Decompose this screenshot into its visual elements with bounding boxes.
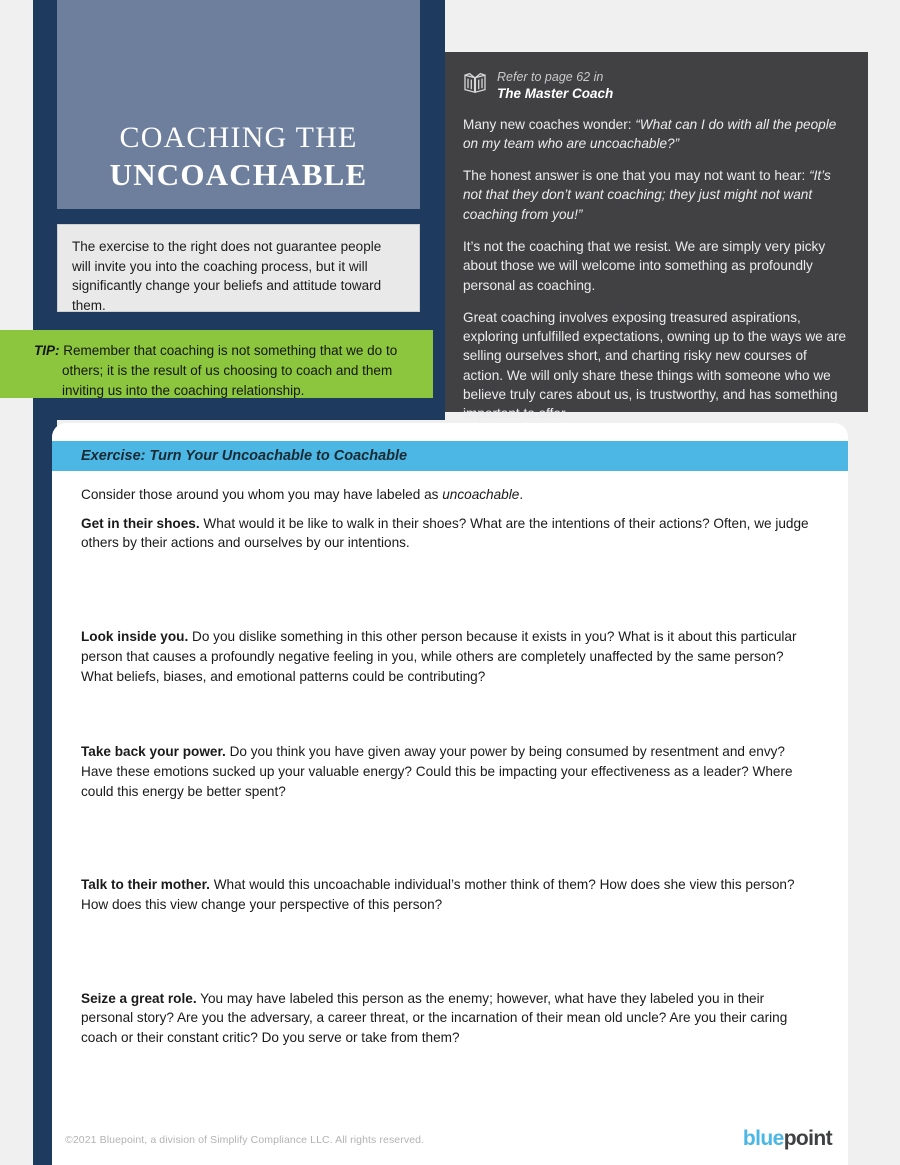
exercise-item-2-title: Look inside you. (81, 629, 189, 645)
answer-space-3[interactable] (81, 801, 814, 875)
refer-row (463, 70, 848, 103)
footer (52, 1093, 848, 1165)
exercise-item-4-text: What would this uncoachable individual’s mother think of them? How does she view this person? How does this view change your perspective of this person? (81, 877, 795, 913)
answer-space-2[interactable] (81, 686, 814, 742)
exercise-item-1-text: What would it be like to walk in their shoes? What are the intentions of their actions? Often, we judge others by their actions and ourselves by our intentions. (81, 515, 809, 551)
exercise-header-bar (52, 441, 848, 471)
exercise-item-1 (81, 514, 814, 553)
exercise-lead (81, 485, 814, 505)
reference-paragraph-2 (463, 166, 848, 224)
reference-paragraph-1-segment-2: “What can I do with all the people on my team who are uncoachable?” (463, 116, 837, 151)
answer-space-4[interactable] (81, 915, 814, 989)
reference-panel (445, 52, 868, 422)
exercise-item-3 (81, 742, 814, 801)
logo-point-part: point (783, 1127, 832, 1150)
exercise-item-5 (81, 989, 814, 1048)
reference-paragraph-1 (463, 115, 848, 154)
refer-page-label: Refer to page 62 in (497, 70, 604, 84)
exercise-lead-italic: uncoachable (442, 487, 520, 502)
exercise-card (52, 423, 848, 1165)
intro-box (57, 224, 420, 312)
copyright-text: ©2021 Bluepoint, a division of Simplify Compliance LLC. All rights reserved. (65, 1134, 425, 1146)
title-block (57, 0, 420, 209)
reference-paragraph-1-segment-1: Many new coaches wonder: (463, 116, 636, 132)
exercise-lead-suffix: . (519, 487, 524, 502)
exercise-item-4-title: Talk to their mother. (81, 877, 210, 893)
exercise-body (52, 471, 848, 1048)
bluepoint-logo (743, 1127, 832, 1151)
exercise-item-4 (81, 875, 814, 914)
tip-box (0, 330, 433, 398)
exercise-item-1-title: Get in their shoes. (81, 515, 200, 531)
exercise-item-5-text: You may have labeled this person as the enemy; however, what have they labeled you in their personal story? Are you the adversary, a career threat, or the incarnation of their mean old uncle? Are you their caring coach or their constant critic? Do you serve or take from them? (81, 990, 788, 1046)
tip-paragraph (34, 341, 423, 401)
exercise-item-3-text: Do you think you have given away your power by being consumed by resentment and envy? Have these emotions sucked up your valuable energy? Could this be impacting your effectiveness as a leader? Where could this energy be better spent? (81, 744, 793, 799)
intro-text: The exercise to the right does not guarantee people will invite you into the coaching process, but it will significantly change your beliefs and attitude toward them. (72, 239, 382, 313)
exercise-lead-prefix: Consider those around you whom you may have labeled as (81, 487, 443, 502)
reference-paragraph-2-segment-1: The honest answer is one that you may not want to hear: (463, 168, 810, 184)
answer-space-1[interactable] (81, 553, 814, 627)
exercise-item-3-title: Take back your power. (81, 744, 226, 760)
refer-text (497, 70, 613, 103)
reference-paragraph-4-segment-1: Great coaching involves exposing treasured aspirations, exploring unfulfilled expectations, owning up to the ways we are selling ourselves short, and charting risky new courses of action. We will only share these things with someone who we believe truly cares about us, is trustworthy, and has something important to offer. (463, 309, 847, 422)
tip-label: TIP: (34, 343, 60, 358)
logo-blue-part: blue (742, 1127, 784, 1150)
reference-paragraph-3-segment-1: It’s not the coaching that we resist. We are simply very picky about those we will welcome into something as profoundly personal as coaching. (463, 238, 826, 293)
reference-paragraph-3 (463, 237, 848, 295)
exercise-item-2 (81, 627, 814, 686)
reference-paragraphs (463, 115, 848, 424)
page-title-line-1: COACHING THE (119, 120, 358, 154)
reference-paragraph-4 (463, 308, 848, 424)
page-title-line-2: UNCOACHABLE (109, 157, 368, 193)
exercise-header-label: Exercise: Turn Your Uncoachable to Coachable (81, 448, 408, 464)
exercise-item-2-text: Do you dislike something in this other person because it exists in you? What is it about this particular person that causes a profoundly negative feeling in you, while others are completely unaffected by the same person? What beliefs, biases, and emotional patterns could be contributing? (81, 629, 797, 684)
exercise-item-5-title: Seize a great role. (81, 990, 197, 1006)
open-book-icon (463, 72, 487, 99)
reference-paragraph-2-segment-2: “It’s not that they don’t want coaching; they just might not want coaching from you!” (463, 168, 831, 222)
tip-text: Remember that coaching is not something that we do to others; it is the result of us choosing to coach and them inviting us into the coaching relationship. (62, 343, 398, 398)
refer-book-title: The Master Coach (497, 85, 614, 101)
